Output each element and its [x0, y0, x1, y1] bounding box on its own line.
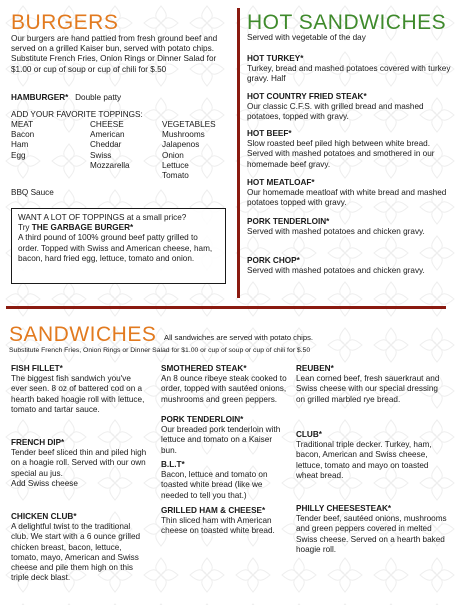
- hot-sandwiches-title: HOT SANDWICHES: [247, 11, 447, 34]
- sandwich-item: [11, 438, 148, 489]
- hot-item-desc: Slow roasted beef piled high between white bread. Served with mashed potatoes and smothered in our homemade beef gravy.: [247, 139, 435, 169]
- sandwich-item-desc: Tender beef sliced thin and piled high on a hoagie roll. Served with our own special au jus.: [11, 448, 147, 478]
- topping-item: Onion: [162, 150, 184, 160]
- topping-item: Ham: [11, 140, 29, 150]
- sandwich-item-name: PHILLY CHEESESTEAK*: [296, 504, 392, 513]
- sandwich-item-name: CLUB*: [296, 430, 322, 439]
- hot-item-desc: Turkey, bread and mashed potatoes covered with turkey gravy. Half: [247, 64, 451, 84]
- sandwich-item-desc: A delightful twist to the traditional club. We start with a 6 ounce grilled chicken breast, bacon, lettuce, tomato, mayo, American and Swiss cheese and pile them high on this triple deck blast.: [11, 522, 141, 583]
- sandwich-item-desc: Traditional triple decker. Turkey, ham, bacon, American and Swiss cheese, lettuce, tomato and mayo on toasted wheat bread.: [296, 440, 432, 480]
- sandwich-item-extra: Add Swiss cheese: [11, 478, 78, 488]
- garbage-burger-desc: A third pound of 100% ground beef patty grilled to order. Topped with Swiss and American cheese, ham, bacon, hard fried egg, lettuce, tomato and onion.: [18, 233, 213, 263]
- sandwich-item-name: REUBEN*: [296, 364, 334, 373]
- toppings-col-cheese: [90, 120, 162, 181]
- sandwich-item: [161, 506, 289, 537]
- topping-item: Cheddar: [90, 140, 122, 150]
- vertical-divider: [237, 8, 240, 298]
- hot-item-desc: Served with mashed potatoes and chicken gravy.: [247, 227, 425, 237]
- sandwich-item-name: PORK TENDERLOIN*: [161, 415, 244, 424]
- topping-item: Swiss: [90, 150, 112, 160]
- hot-item-name: PORK TENDERLOIN*: [247, 217, 330, 226]
- hot-item-desc: Our homemade meatloaf with white bread and mashed potatoes topped with gravy.: [247, 188, 447, 208]
- topping-item: Tomato: [162, 171, 189, 181]
- hot-item-name: HOT BEEF*: [247, 129, 292, 138]
- toppings-col-header: CHEESE: [90, 120, 124, 129]
- sandwich-item-desc: Tender beef, sautéed onions, mushrooms and green peppers covered in melted Swiss cheese. Served on a hearth baked hoagie roll.: [296, 514, 447, 554]
- toppings-col-vegetables: [162, 120, 232, 181]
- topping-item: Jalapenos: [162, 140, 200, 150]
- sandwich-item-name: FRENCH DIP*: [11, 438, 65, 447]
- hamburger-item: [11, 93, 231, 103]
- sandwich-item: [11, 512, 148, 583]
- sandwich-item-name: FISH FILLET*: [11, 364, 63, 373]
- toppings-col-header: VEGETABLES: [162, 120, 216, 129]
- sandwiches-sub-note: Substitute French Fries, Onion Rings or Dinner Salad for $1.00 or cup of soup or cup of chili for $.50: [9, 347, 311, 354]
- sandwich-item: [161, 364, 289, 405]
- toppings-heading: ADD YOUR FAVORITE TOPPINGS:: [11, 110, 143, 119]
- sandwich-item-name: GRILLED HAM & CHEESE*: [161, 506, 266, 515]
- hamburger-desc: Double patty: [75, 93, 122, 102]
- sandwiches-title: SANDWICHES: [9, 323, 157, 346]
- sandwich-item: [296, 430, 448, 481]
- topping-item: Mushrooms: [162, 130, 205, 140]
- topping-item: Bacon: [11, 130, 35, 140]
- horizontal-divider: [6, 306, 446, 309]
- sandwich-item-desc: Lean corned beef, fresh sauerkraut and Swiss cheese with our special dressing on grilled marbled rye bread.: [296, 374, 440, 404]
- sandwiches-note: All sandwiches are served with potato chips.: [164, 333, 313, 342]
- garbage-line1: WANT A LOT OF TOPPINGS at a small price?: [18, 213, 187, 222]
- sandwich-item-name: SMOTHERED STEAK*: [161, 364, 247, 373]
- toppings-col-header: MEAT: [11, 120, 34, 129]
- hamburger-name: HAMBURGER*: [11, 93, 69, 102]
- garbage-burger-name: THE GARBAGE BURGER*: [31, 223, 134, 233]
- hot-item-desc: Served with mashed potatoes and chicken gravy.: [247, 266, 425, 276]
- sandwich-item-desc: An 8 ounce ribeye steak cooked to order, topped with sautéed onions, mushrooms and green peppers.: [161, 374, 287, 404]
- hot-item: [247, 92, 451, 123]
- sandwich-item-desc: Thin sliced ham with American cheese on toasted white bread.: [161, 516, 275, 536]
- topping-item: Egg: [11, 150, 26, 160]
- burgers-intro: Our burgers are hand pattied from fresh ground beef and served on a grilled Kaiser bun, served with potato chips. Substitute French Fries, Onion Rings or Dinner Salad for $1.00 or cup of soup or cup of chili for $.50: [11, 34, 218, 74]
- hot-item: [247, 178, 453, 209]
- hot-item-desc: Our classic C.F.S. with grilled bread and mashed potatoes, topped with gravy.: [247, 102, 424, 122]
- sandwich-item: [161, 460, 289, 501]
- hot-item-name: HOT TURKEY*: [247, 54, 304, 63]
- toppings-table: [11, 120, 232, 181]
- sandwich-item: [296, 504, 448, 555]
- sandwich-item: [296, 364, 448, 405]
- garbage-line2-prefix: Try: [18, 223, 32, 233]
- topping-item: Mozzarella: [90, 160, 130, 170]
- burgers-title: BURGERS: [11, 11, 119, 34]
- garbage-burger-box: [11, 208, 226, 284]
- hot-item: [247, 256, 451, 276]
- hot-item-name: HOT COUNTRY FRIED STEAK*: [247, 92, 367, 101]
- hot-item: [247, 217, 451, 237]
- hot-item-name: HOT MEATLOAF*: [247, 178, 315, 187]
- sandwich-item-desc: Bacon, lettuce and tomato on toasted white bread (like we needed to tell you that.): [161, 470, 268, 500]
- sandwich-item-desc: The biggest fish sandwich you've ever seen. 8 oz of battered cod on a hearth baked hoagie roll with lettuce, tomato and tartar sauce.: [11, 374, 145, 414]
- sandwich-item: [11, 364, 148, 415]
- sandwich-item: [161, 415, 289, 456]
- sandwich-item-name: CHICKEN CLUB*: [11, 512, 77, 521]
- hot-item-name: PORK CHOP*: [247, 256, 300, 265]
- topping-item: American: [90, 130, 125, 140]
- garbage-line2: [18, 223, 219, 233]
- hot-item: [247, 54, 451, 85]
- sandwich-item-name: B.L.T*: [161, 460, 185, 469]
- topping-item: Lettuce: [162, 160, 189, 170]
- toppings-col-meat: [11, 120, 90, 181]
- hot-sandwiches-subtitle: Served with vegetable of the day: [247, 33, 366, 42]
- hot-item: [247, 129, 453, 170]
- bbq-sauce: BBQ Sauce: [11, 188, 54, 197]
- sandwich-item-desc: Our breaded pork tenderloin with lettuce and tomato on a Kaiser bun.: [161, 425, 281, 455]
